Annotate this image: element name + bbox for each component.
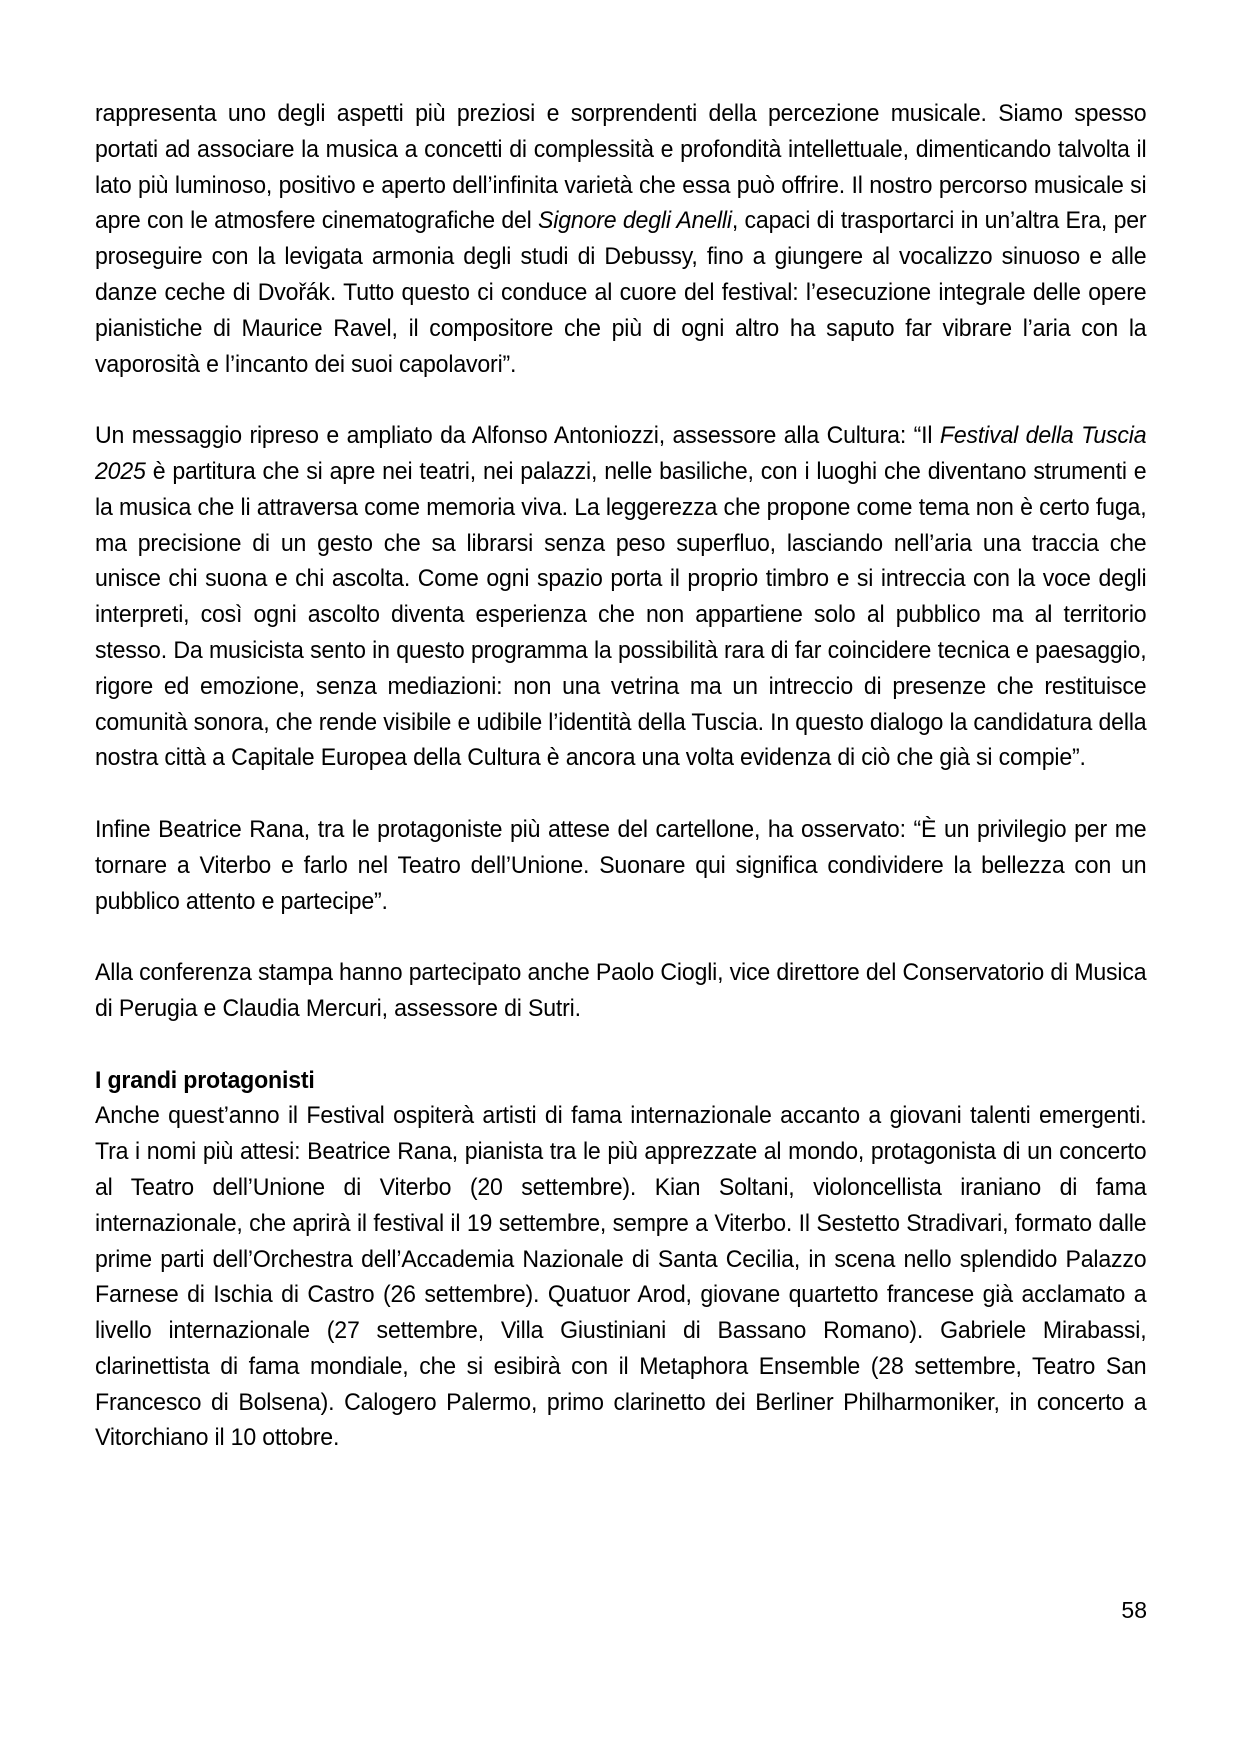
paragraph-2-run-1: Un messaggio ripreso e ampliato da Alfonso Antoniozzi, assessore alla Cultura: “Il <box>95 422 940 450</box>
paragraph-2-run-3: è partitura che si apre nei teatri, nei palazzi, nelle basiliche, con i luoghi che diventano strumenti e la musica che li attraversa come memoria viva. La leggerezza che propone come tema non è certo fuga, ma precisione di un gesto che sa librarsi senza peso superfluo, lasciando nell’aria una traccia che unisce chi suona e chi ascolta. Come ogni spazio porta il proprio timbro e si intreccia con la voce degli interpreti, così ogni ascolto diventa esperienza che non appartiene solo al pubblico ma al territorio stesso. Da musicista sento in questo programma la possibilità rara di far coincidere tecnica e paesaggio, rigore ed emozione, senza mediazioni: non una vetrina ma un intreccio di presenze che restituisce comunità sonora, che rende visibile e udibile l’identità della Tuscia. In questo dialogo la candidatura della nostra città a Capitale Europea della Cultura è ancora una volta evidenza di ciò che già si compie”. <box>95 457 1147 772</box>
paragraph-1-title-signore-degli-anelli: Signore degli Anelli <box>538 207 732 235</box>
document-body <box>95 96 1147 1456</box>
paragraph-4-run-1: Alla conferenza stampa hanno partecipato anche Paolo Ciogli, vice direttore del Conservatorio di Musica di Perugia e Claudia Mercuri, assessore di Sutri. <box>95 959 1147 1022</box>
paragraph-spacer-2 <box>95 776 1147 812</box>
paragraph-spacer-1 <box>95 382 1147 418</box>
page-number: 58 <box>1121 1597 1147 1623</box>
paragraph-spacer-4 <box>95 1027 1147 1063</box>
paragraph-1-run-3: , capaci di trasportarci in un’altra Era, per proseguire con la levigata armonia degli studi di Debussy, fino a giungere al vocalizzo sinuoso e alle danze ceche di Dvořák. Tutto questo ci conduce al cuore del festival: l’esecuzione integrale delle opere pianistiche di Maurice Ravel, il compositore che più di ogni altro ha saputo far vibrare l’aria con la vaporosità e l’incanto dei suoi capolavori”. <box>95 207 1147 378</box>
section-heading-grandi-protagonisti: I grandi protagonisti <box>95 1066 315 1094</box>
paragraph-5 <box>95 1098 1146 1456</box>
paragraph-4 <box>95 955 1146 1027</box>
paragraph-1-run-1: rappresenta uno degli aspetti più preziosi e sorprendenti della percezione musicale. Siamo spesso portati ad associare la musica a concetti di complessità e profondità intellettuale, dimenticando talvolta il lato più luminoso, positivo e aperto dell’infinita varietà che essa può offrire. Il nostro percorso musicale si apre con le atmosfere cinematografiche del <box>95 100 1147 235</box>
paragraph-3 <box>95 812 1146 919</box>
paragraph-1 <box>95 96 1146 382</box>
paragraph-2 <box>95 418 1146 776</box>
paragraph-5-run-1: Anche quest’anno il Festival ospiterà artisti di fama internazionale accanto a giovani talenti emergenti. Tra i nomi più attesi: Beatrice Rana, pianista tra le più apprezzate al mondo, protagonista di un concerto al Teatro dell’Unione di Viterbo (20 settembre). Kian Soltani, violoncellista iraniano di fama internazionale, che aprirà il festival il 19 settembre, sempre a Viterbo. Il Sestetto Stradivari, formato dalle prime parti dell’Orchestra dell’Accademia Nazionale di Santa Cecilia, in scena nello splendido Palazzo Farnese di Ischia di Castro (26 settembre). Quatuor Arod, giovane quartetto francese già acclamato a livello internazionale (27 settembre, Villa Giustiniani di Bassano Romano). Gabriele Mirabassi, clarinettista di fama mondiale, che si esibirà con il Metaphora Ensemble (28 settembre, Teatro San Francesco di Bolsena). Calogero Palermo, primo clarinetto dei Berliner Philharmoniker, in concerto a Vitorchiano il 10 ottobre. <box>95 1102 1147 1452</box>
paragraph-2-title-festival-della-tuscia: Festival della Tuscia 2025 <box>95 422 1147 485</box>
paragraph-spacer-3 <box>95 919 1147 955</box>
paragraph-3-run-1: Infine Beatrice Rana, tra le protagoniste più attese del cartellone, ha osservato: “È un privilegio per me tornare a Viterbo e farlo nel Teatro dell’Unione. Suonare qui significa condividere la bellezza con un pubblico attento e partecipe”. <box>95 815 1147 915</box>
